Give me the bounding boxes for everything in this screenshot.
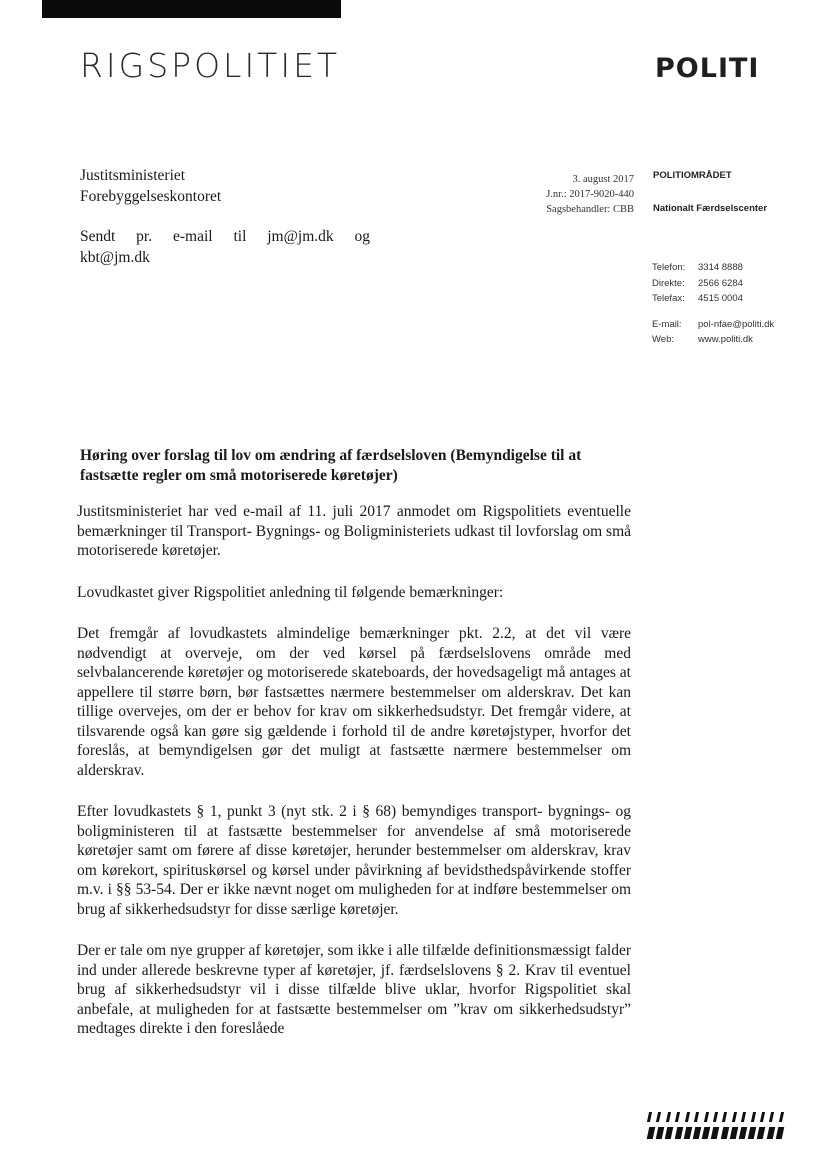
contact-email-link[interactable]: pol-nfae@politi.dk (698, 318, 775, 330)
contact-block (652, 262, 774, 350)
letter-body (77, 502, 631, 1061)
letter-date: 3. august 2017 (572, 174, 634, 185)
body-paragraph: Justitsministeriet har ved e-mail af 11. juli 2017 anmodet om Rigspolitiets eventuelle bemærkninger til Transport- Bygnings- og Boligministeriets udkast til lovforslag om små motoriserede køretøjer. (77, 503, 631, 559)
journal-number: J.nr.: 2017-9020-440 (546, 189, 634, 200)
barcode (648, 1112, 783, 1140)
delivery-note (80, 226, 370, 268)
case-handler: Sagsbehandler: CBB (546, 204, 634, 215)
contact-row-direct (652, 278, 774, 294)
recipient-block (80, 165, 221, 207)
letterhead-title: RIGSPOLITIET (80, 46, 341, 85)
sender-center: Nationalt Færdselscenter (653, 203, 768, 214)
contact-row-email (652, 319, 774, 335)
delivery-note-line2: kbt@jm.dk (80, 249, 150, 266)
body-paragraph: Efter lovudkastets § 1, punkt 3 (nyt stk. 2 i § 68) bemyndiges transport- bygnings- og boligministeren til at fastsætte bestemmelser for anvendelse af små motoriserede køretøjer samt om førere af disse køretøjer, herunder bestemmelser om alderskrav, krav om kørekort, spirituskørsel og kørsel under påvirkning af bevidsthedspåvirkende stoffer m.v. i §§ 53-54. Der er ikke nævnt noget om muligheden for at indføre bestemmelser om brug af sikkerhedsudstyr for disse særlige køretøjer. (77, 803, 631, 918)
contact-value: 4515 0004 (698, 293, 743, 304)
body-paragraph: Lovudkastet giver Rigspolitiet anledning til følgende bemærkninger: (77, 583, 504, 601)
contact-row-web (652, 334, 774, 350)
body-paragraph: Det fremgår af lovudkastets almindelige bemærkninger pkt. 2.2, at det vil være nødvendigt at overveje, om der ved kørsel på færdselslovens område med selvbalancerende køretøjer og motoriserede skateboards, der hovedsageligt må antages at appellere til større børn, bør fastsættes nærmere bestemmelser om alderskrav. Det kan tillige overvejes, om der er behov for krav om sikkerhedsudstyr. Det fremgår videre, at tilsvarende også kan gøre sig gældende i forhold til de andre køretøjstyper, hvorfor det foreslås, at bemyndigelsen gør det muligt at fastsætte nærmere bestemmelser om alderskrav. (77, 625, 631, 779)
sender-district: POLITIOMRÅDET (653, 170, 732, 181)
contact-web-link[interactable]: www.politi.dk (698, 334, 753, 345)
redaction-bar (42, 0, 341, 18)
body-paragraph: Der er tale om nye grupper af køretøjer, som ikke i alle tilfælde definitionsmæssigt falder ind under allerede beskrevne typer af køretøjer, jf. færdselslovens § 2. Krav til eventuel brug af sikkerhedsudstyr vil i disse tilfælde blive uklar, hvorfor Rigspolitiet skal anbefale, at muligheden for at fastsætte bestemmelser om ”krav om sikkerhedsudstyr” medtages direkte i den foreslåede (77, 942, 631, 1037)
contact-value: 3314 8888 (698, 262, 743, 273)
recipient-ministry: Justitsministeriet (80, 167, 186, 184)
contact-value: 2566 6284 (698, 277, 743, 289)
contact-label: Web: (652, 334, 675, 345)
letter-subject: Høring over forslag til lov om ændring af færdselsloven (Bemyndigelse til at fastsætte regler om små motoriserede køretøjer) (80, 447, 582, 484)
contact-label: Telefax: (652, 293, 685, 304)
contact-label: E-mail: (652, 318, 682, 330)
contact-label: Direkte: (652, 277, 685, 289)
delivery-note-line1: Sendt pr. e-mail til jm@jm.dk og (80, 228, 370, 245)
contact-label: Telefon: (652, 262, 686, 273)
contact-row-phone (652, 262, 774, 278)
recipient-office: Forebyggelseskontoret (80, 188, 222, 205)
contact-row-fax (652, 293, 774, 309)
politi-logo: POLITI (655, 53, 760, 84)
document-meta (546, 172, 634, 217)
